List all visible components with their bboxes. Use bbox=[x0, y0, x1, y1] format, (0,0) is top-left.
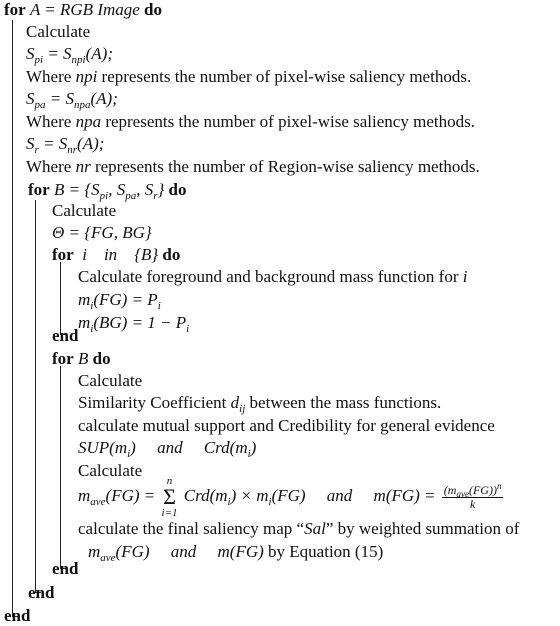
inner-for-pre: B = {S bbox=[53, 180, 100, 199]
mi-bg-line bbox=[78, 313, 189, 333]
calculate-text: Calculate bbox=[78, 461, 143, 480]
spi-mid: = S bbox=[43, 44, 72, 63]
mi-bg-m: m bbox=[78, 313, 91, 332]
mutual-support-line bbox=[78, 416, 495, 436]
end-keyword: end bbox=[28, 583, 55, 602]
end-keyword: end bbox=[52, 326, 79, 345]
calc-fg-bg-line bbox=[78, 267, 467, 287]
mave-body-1: Crd(m bbox=[183, 486, 228, 505]
sup-close: ) bbox=[130, 438, 136, 457]
num-sub: ave bbox=[456, 488, 469, 499]
final-terms-line bbox=[88, 542, 383, 562]
similarity-pre: Similarity Coefficient bbox=[78, 393, 231, 412]
sr-lhs-sub: r bbox=[34, 144, 39, 156]
summation bbox=[162, 475, 178, 519]
final-map-pre: calculate the final saliency map bbox=[78, 519, 297, 538]
similarity-var: d bbox=[230, 393, 240, 412]
theta-line bbox=[52, 223, 152, 243]
sup-term: SUP(m bbox=[78, 438, 128, 457]
mi-fg-body: (FG) = P bbox=[93, 290, 158, 309]
outer-for-line bbox=[4, 0, 162, 20]
mi-fg-sub: i bbox=[90, 300, 94, 312]
calculate-text: Calculate bbox=[52, 201, 117, 220]
for-i-do: do bbox=[162, 245, 181, 264]
sup-sub: i bbox=[127, 448, 131, 460]
spi-lhs: S bbox=[26, 44, 35, 63]
mfg-fraction bbox=[442, 480, 504, 511]
fraction-denominator: k bbox=[469, 496, 476, 511]
and-text: and bbox=[326, 486, 353, 505]
inner-for-s3: r bbox=[153, 190, 158, 202]
final-mave-tail: (FG) bbox=[115, 542, 150, 561]
sup-crd-line bbox=[78, 438, 256, 458]
sr-where-pre: Where bbox=[26, 157, 76, 176]
spa-where bbox=[26, 112, 475, 132]
for-i-line bbox=[52, 245, 180, 265]
sr-mid: = S bbox=[38, 134, 68, 153]
sr-tail: (A); bbox=[77, 134, 105, 153]
mi-fg-m: m bbox=[78, 290, 91, 309]
for-b-keyword: for bbox=[52, 349, 74, 368]
inner-for-s1: pi bbox=[99, 190, 109, 202]
mutual-support-text: calculate mutual support and Credibility for general evidence bbox=[78, 416, 495, 435]
and-text: and bbox=[170, 542, 197, 561]
sal-var: Sal bbox=[304, 519, 326, 538]
final-map-line bbox=[78, 519, 519, 539]
for-i-keyword: for bbox=[52, 245, 74, 264]
for-b-block-line bbox=[60, 366, 61, 568]
inner-for-post: } bbox=[157, 180, 165, 199]
end-for-b bbox=[52, 559, 78, 579]
calc-fg-bg-text: Calculate foreground and background mass function for bbox=[78, 267, 463, 286]
mi-bg-sub2: i bbox=[186, 323, 190, 335]
spa-mid: = S bbox=[45, 89, 74, 108]
final-terms-post: by Equation (15) bbox=[263, 542, 384, 561]
inner-do-keyword: do bbox=[168, 180, 187, 199]
similarity-line bbox=[78, 393, 441, 413]
calc-fg-bg-var: i bbox=[462, 267, 468, 286]
spa-rhs-sub: npa bbox=[73, 99, 91, 111]
sr-where-post: represents the number of Region-wise saliency methods. bbox=[90, 157, 480, 176]
crd-close: ) bbox=[250, 438, 257, 457]
mave-lhs-tail: (FG) = bbox=[105, 486, 160, 505]
inner-for-s2: pa bbox=[125, 190, 137, 202]
sum-upper-limit: n bbox=[166, 475, 173, 488]
num-b: (FG)) bbox=[468, 482, 497, 497]
calculate-line-3 bbox=[78, 371, 142, 391]
crd-sub: i bbox=[247, 448, 251, 460]
for-b-var: B bbox=[77, 349, 89, 368]
spa-equation bbox=[26, 89, 118, 109]
for-keyword: for bbox=[4, 0, 26, 19]
num-a: (m bbox=[443, 482, 457, 497]
for-i-set: {B} bbox=[134, 245, 159, 264]
quote-close: ” bbox=[325, 519, 334, 538]
sr-where bbox=[26, 157, 480, 177]
inner-for-m1: , S bbox=[108, 180, 126, 199]
theta-set: Θ = {FG, BG} bbox=[52, 223, 152, 242]
spa-lhs: S bbox=[26, 89, 35, 108]
end-keyword: end bbox=[52, 559, 79, 578]
final-mfg: m(FG) bbox=[217, 542, 264, 561]
spa-where-pre: Where bbox=[26, 112, 76, 131]
spi-where-var: npi bbox=[75, 67, 98, 86]
end-keyword: end bbox=[4, 606, 31, 625]
inner-block-line bbox=[35, 200, 36, 592]
spi-tail: (A); bbox=[85, 44, 113, 63]
final-mave-sub: ave bbox=[100, 552, 116, 564]
mfg-lhs: m(FG) = bbox=[373, 486, 440, 505]
and-text: and bbox=[157, 438, 183, 457]
calculate-text: Calculate bbox=[26, 22, 91, 41]
mi-bg-body: (BG) = 1 − P bbox=[93, 313, 187, 332]
end-for-i bbox=[52, 326, 78, 346]
num-sup: n bbox=[496, 480, 502, 491]
for-i-var: i bbox=[82, 245, 87, 264]
mave-body-sub2: i bbox=[268, 496, 272, 508]
mave-equation bbox=[78, 474, 503, 518]
fraction-numerator bbox=[442, 480, 504, 499]
calculate-line-2 bbox=[52, 201, 116, 221]
sr-where-var: nr bbox=[75, 157, 91, 176]
crd-term: Crd(m bbox=[203, 438, 248, 457]
do-keyword: do bbox=[144, 0, 163, 19]
spa-lhs-sub: pa bbox=[34, 99, 46, 111]
final-mave: m bbox=[88, 542, 101, 561]
sr-lhs: S bbox=[26, 134, 35, 153]
sr-rhs-sub: nr bbox=[67, 144, 78, 156]
sigma-symbol: Σ bbox=[163, 484, 176, 510]
inner-for-m2: , S bbox=[136, 180, 154, 199]
mave-body-2: ) × m bbox=[230, 486, 269, 505]
spa-where-post: represents the number of pixel-wise saliency methods. bbox=[101, 112, 475, 131]
mave-body-sub1: i bbox=[227, 496, 231, 508]
spa-tail: (A); bbox=[90, 89, 118, 108]
mave-lhs: m bbox=[78, 486, 91, 505]
calculate-text: Calculate bbox=[78, 371, 143, 390]
mave-body-3: (FG) bbox=[271, 486, 306, 505]
for-b-do: do bbox=[92, 349, 111, 368]
calculate-line-1 bbox=[26, 22, 90, 42]
outer-block-line bbox=[12, 20, 13, 616]
inner-for-line bbox=[28, 180, 187, 200]
sr-equation bbox=[26, 134, 104, 154]
inner-for-keyword: for bbox=[28, 180, 50, 199]
spa-where-var: npa bbox=[75, 112, 102, 131]
sum-lower-limit: i=1 bbox=[161, 507, 178, 520]
for-i-in: in bbox=[103, 245, 118, 264]
similarity-post: between the mass functions. bbox=[245, 393, 442, 412]
spi-where bbox=[26, 67, 471, 87]
spi-rhs-sub: npi bbox=[71, 54, 86, 66]
final-map-post: by weighted summation of bbox=[333, 519, 520, 538]
spi-lhs-sub: pi bbox=[34, 54, 44, 66]
similarity-sub: ij bbox=[239, 403, 246, 415]
outer-for-clause: A = RGB Image bbox=[29, 0, 140, 19]
mi-bg-sub: i bbox=[90, 323, 94, 335]
spi-where-post: represents the number of pixel-wise saliency methods. bbox=[97, 67, 472, 86]
for-i-block-line bbox=[60, 262, 61, 334]
mi-fg-sub2: i bbox=[157, 300, 161, 312]
spi-where-pre: Where bbox=[26, 67, 76, 86]
for-b-line bbox=[52, 349, 111, 369]
quote-open: “ bbox=[296, 519, 305, 538]
mi-fg-line bbox=[78, 290, 161, 310]
end-outer-for bbox=[4, 606, 30, 626]
mave-lhs-sub: ave bbox=[90, 496, 106, 508]
end-inner-for bbox=[28, 583, 54, 603]
spi-equation bbox=[26, 44, 113, 64]
